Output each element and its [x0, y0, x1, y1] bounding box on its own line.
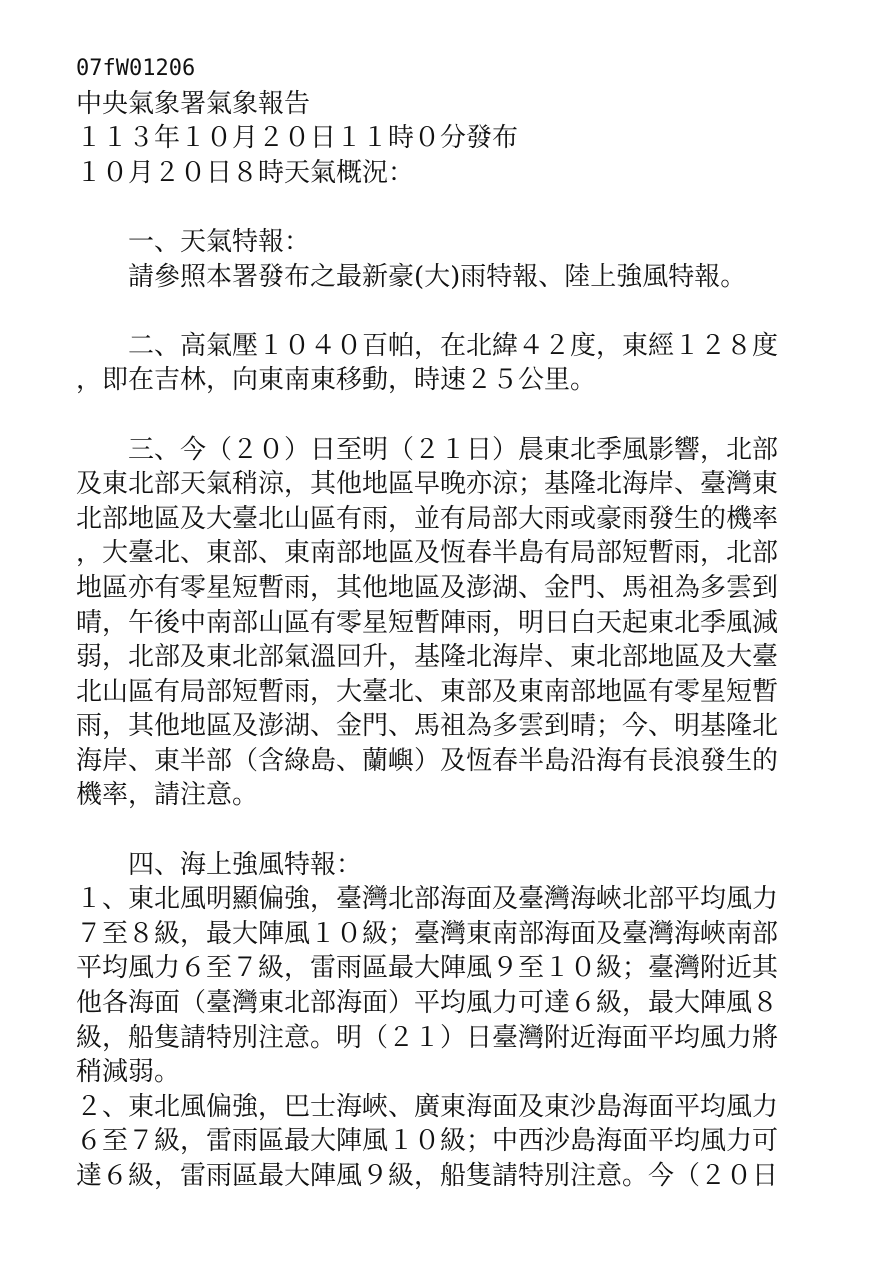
- section-forecast: [76, 433, 836, 814]
- overview-title: １０月２０日８時天氣概況：: [76, 157, 415, 188]
- section-line: ６至７級，雷雨區最大陣風１０級；中西沙島海面平均風力可: [76, 1126, 779, 1157]
- document-id: 07fW01206: [76, 56, 196, 81]
- section-marine-warning: [76, 848, 836, 1194]
- section-line: 及東北部天氣稍涼，其他地區早晚亦涼；基隆北海岸、臺灣東: [76, 469, 779, 500]
- blank-line: [76, 813, 836, 848]
- section-line: 海岸、東半部（含綠島、蘭嶼）及恆春半島沿海有長浪發生的: [76, 745, 779, 776]
- section-line: 三、今（２０）日至明（２１日）晨東北季風影響，北部: [76, 434, 779, 465]
- section-line: 一、天氣特報：: [76, 226, 311, 257]
- blank-line: [76, 398, 836, 433]
- section-line: 晴，午後中南部山區有零星短暫陣雨，明日白天起東北季風減: [76, 607, 779, 638]
- weather-report-document: [76, 52, 836, 1194]
- section-line: 級，船隻請特別注意。明（２１）日臺灣附近海面平均風力將: [76, 1022, 779, 1053]
- section-line: ，即在吉林，向東南東移動，時速２５公里。: [76, 365, 597, 396]
- section-line: 北部地區及大臺北山區有雨，並有局部大雨或豪雨發生的機率: [76, 503, 779, 534]
- section-line: ２、東北風偏強，巴士海峽、廣東海面及東沙島海面平均風力: [76, 1091, 779, 1122]
- section-line: 平均風力６至７級，雷雨區最大陣風９至１０級；臺灣附近其: [76, 953, 779, 984]
- section-line: １、東北風明顯偏強，臺灣北部海面及臺灣海峽北部平均風力: [76, 884, 779, 915]
- section-high-pressure: [76, 329, 836, 398]
- section-line: ，大臺北、東部、東南部地區及恆春半島有局部短暫雨，北部: [76, 538, 779, 569]
- blank-line: [76, 294, 836, 329]
- section-line: 他各海面（臺灣東北部海面）平均風力可達６級，最大陣風８: [76, 988, 779, 1019]
- section-line: 北山區有局部短暫雨，大臺北、東部及東南部地區有零星短暫: [76, 676, 779, 707]
- section-weather-warning: [76, 225, 836, 294]
- section-line: 請參照本署發布之最新豪(大)雨特報、陸上強風特報。: [76, 261, 747, 292]
- issue-time: １１３年１０月２０日１１時０分發布: [76, 123, 519, 154]
- blank-line: [76, 190, 836, 225]
- agency-title: 中央氣象署氣象報告: [76, 88, 311, 119]
- section-line: 稍減弱。: [76, 1057, 181, 1088]
- section-line: 弱，北部及東北部氣溫回升，基隆北海岸、東北部地區及大臺: [76, 642, 779, 673]
- section-line: 二、高氣壓１０４０百帕，在北緯４２度，東經１２８度: [76, 330, 779, 361]
- section-line: 機率，請注意。: [76, 780, 259, 811]
- section-line: 達６級，雷雨區最大陣風９級，船隻請特別注意。今（２０日: [76, 1161, 779, 1191]
- section-line: 四、海上強風特報：: [76, 849, 363, 880]
- section-line: 地區亦有零星短暫雨，其他地區及澎湖、金門、馬祖為多雲到: [76, 572, 779, 603]
- section-line: 雨，其他地區及澎湖、金門、馬祖為多雲到晴；今、明基隆北: [76, 711, 779, 742]
- section-line: ７至８級，最大陣風１０級；臺灣東南部海面及臺灣海峽南部: [76, 918, 779, 949]
